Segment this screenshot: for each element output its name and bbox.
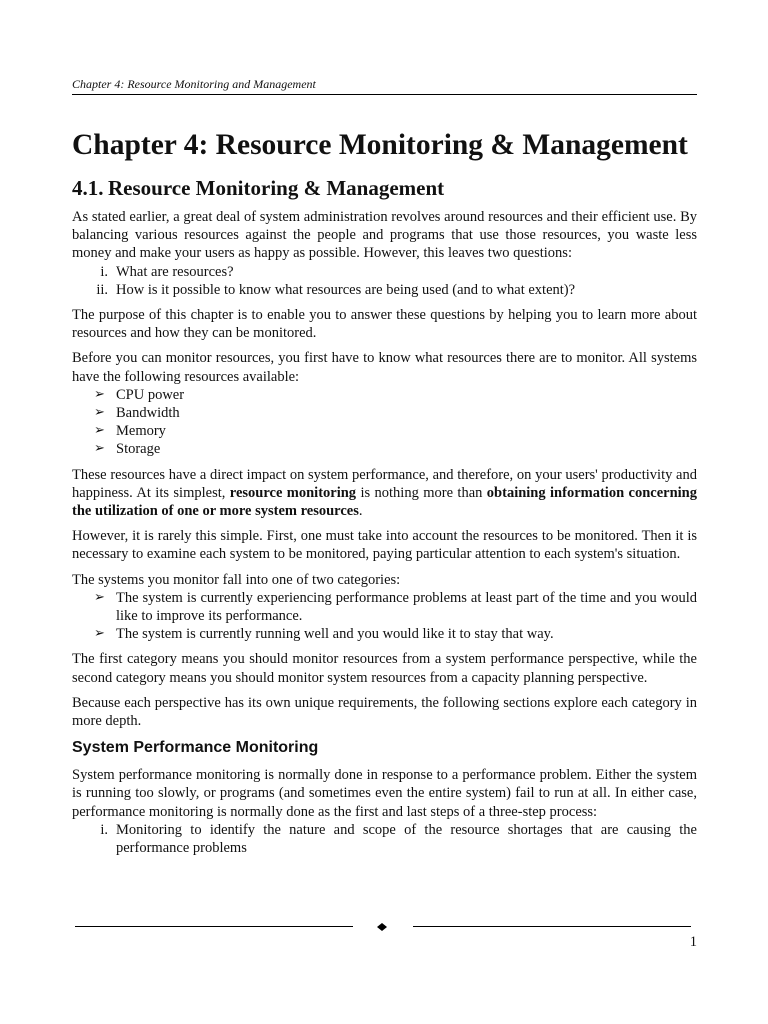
- list-item: [72, 821, 697, 857]
- list-item-text: Bandwidth: [116, 405, 180, 422]
- page-content: [72, 126, 697, 864]
- text-run: These resources have a direct impact on system performance, and therefore, on your users' productivity and happiness. At its simplest,: [72, 466, 697, 501]
- list-marker: i.: [100, 821, 108, 838]
- list-marker: i.: [100, 263, 108, 280]
- list-item: [72, 625, 697, 643]
- text-run: .: [358, 503, 363, 520]
- intro-paragraph-5: However, it is rarely this simple. First, one must take into account the resources to be monitored. Then it is necessary to examine each system to be monitored, paying particular attention to each system's situation.: [72, 528, 697, 563]
- arrow-bullet-icon: ➢: [94, 386, 105, 402]
- intro-paragraph-7: The first category means you should monitor resources from a system performance perspective, while the second category means you should monitor system resources from a capacity planning perspective.: [72, 651, 697, 686]
- list-item: [72, 263, 697, 281]
- list-item-text: CPU power: [116, 386, 185, 403]
- intro-paragraph-1: As stated earlier, a great deal of system administration revolves around resources and their efficient use. By balancing various resources against the people and programs that use those resources, you waste less money and make your users as happy as possible. However, this leaves two questions:: [72, 209, 697, 262]
- list-item: [72, 440, 697, 458]
- list-item-text: The system is currently running well and you would like it to stay that way.: [116, 626, 554, 643]
- section-number: 4.1.: [72, 176, 104, 200]
- arrow-bullet-icon: ➢: [94, 626, 105, 642]
- list-item-text: Storage: [116, 441, 161, 458]
- list-item-text: Monitoring to identify the nature and scope of the resource shortages that are causing the performance problems: [116, 821, 697, 857]
- section-heading: [72, 174, 697, 202]
- questions-list: [72, 263, 697, 299]
- list-marker: ii.: [96, 281, 108, 298]
- steps-list: [72, 821, 697, 857]
- emphasis-definition: obtaining information concerning the utilization of one or more system resources: [72, 484, 697, 520]
- arrow-bullet-icon: ➢: [94, 441, 105, 457]
- subsection-heading: System Performance Monitoring: [72, 739, 319, 757]
- resources-list: [72, 386, 697, 459]
- categories-list: [72, 589, 697, 644]
- arrow-bullet-icon: ➢: [94, 589, 105, 605]
- running-header: Chapter 4: Resource Monitoring and Management: [72, 77, 697, 95]
- list-item-text: What are resources?: [116, 263, 234, 280]
- list-item-text: Memory: [116, 423, 166, 440]
- footer-rule-left: [75, 926, 353, 927]
- intro-paragraph-2: The purpose of this chapter is to enable you to answer these questions by helping you to learn more about resources and how they can be monitored.: [72, 307, 697, 342]
- intro-paragraph-4: [72, 466, 697, 521]
- chapter-title: Chapter 4: Resource Monitoring & Management: [72, 129, 688, 161]
- arrow-bullet-icon: ➢: [94, 405, 105, 421]
- text-run: is nothing more than: [356, 484, 487, 501]
- list-item: [72, 404, 697, 422]
- intro-paragraph-6: The systems you monitor fall into one of two categories:: [72, 571, 401, 588]
- section-title: Resource Monitoring & Management: [108, 176, 445, 200]
- diamond-ornament-icon: [377, 923, 387, 931]
- arrow-bullet-icon: ➢: [94, 423, 105, 439]
- list-item: [72, 281, 697, 299]
- intro-paragraph-3: Before you can monitor resources, you first have to know what resources there are to monitor. All systems have the following resources available:: [72, 350, 697, 385]
- page-number: 1: [689, 934, 697, 950]
- list-item: [72, 422, 697, 440]
- intro-paragraph-8: Because each perspective has its own unique requirements, the following sections explore each category in more depth.: [72, 694, 697, 730]
- subsection-paragraph-1: System performance monitoring is normally done in response to a performance problem. Either the system is running too slowly, or programs (and sometimes even the entire system) fail to run at all. In either case, performance monitoring is normally done as the first and last steps of a three-step process:: [72, 767, 697, 820]
- footer-rule-right: [413, 926, 691, 927]
- list-item-text: The system is currently experiencing performance problems at least part of the time and you would like to improve its performance.: [116, 589, 697, 625]
- list-item: [72, 589, 697, 625]
- list-item: [72, 386, 697, 404]
- list-item-text: How is it possible to know what resources are being used (and to what extent)?: [116, 281, 576, 298]
- emphasis-resource-monitoring: resource monitoring: [229, 484, 357, 501]
